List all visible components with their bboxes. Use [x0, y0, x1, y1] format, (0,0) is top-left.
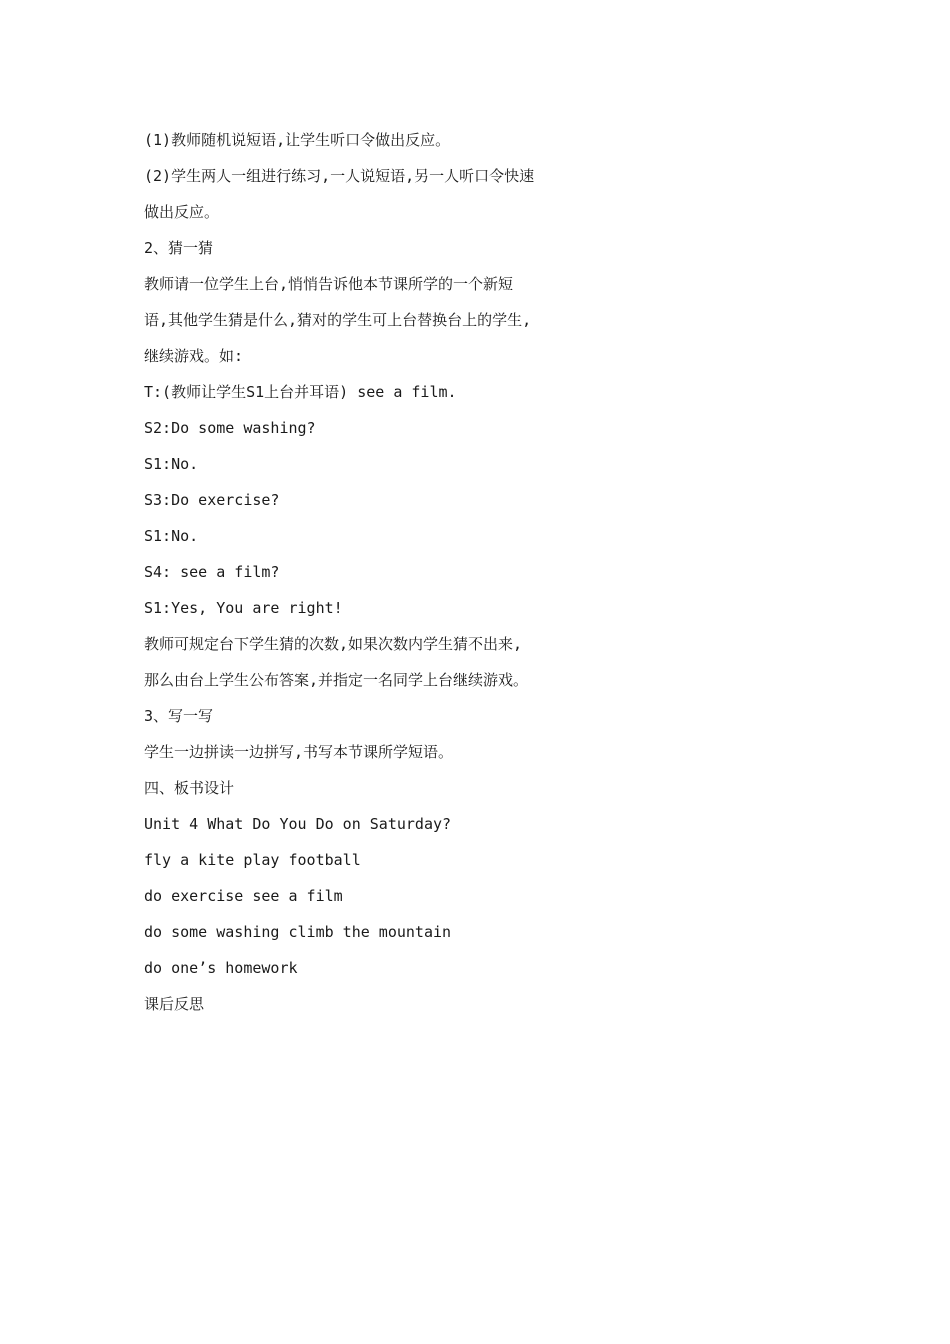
dialogue-line: S1:Yes, You are right! — [144, 599, 343, 617]
dialogue-line: S4: see a film? — [144, 563, 280, 581]
section-heading-guess: 2、猜一猜 — [144, 239, 214, 257]
dialogue-line: S2:Do some washing? — [144, 419, 316, 437]
guess-paragraph-line-1: 教师请一位学生上台,悄悄告诉他本节课所学的一个新短 — [144, 275, 514, 293]
dialogue-line: S3:Do exercise? — [144, 491, 280, 509]
rules-paragraph-line-2: 那么由台上学生公布答案,并指定一名同学上台继续游戏。 — [144, 671, 529, 689]
instruction-step-1: (1)教师随机说短语,让学生听口令做出反应。 — [144, 131, 451, 149]
rules-paragraph-line-1: 教师可规定台下学生猜的次数,如果次数内学生猜不出来, — [144, 635, 523, 653]
section-heading-reflection: 课后反思 — [144, 995, 205, 1013]
guess-paragraph-line-3: 继续游戏。如: — [144, 347, 244, 365]
dialogue-line: S1:No. — [144, 527, 199, 545]
board-phrase-line: do one’s homework — [144, 959, 298, 977]
guess-paragraph-line-2: 语,其他学生猜是什么,猜对的学生可上台替换台上的学生, — [144, 311, 532, 329]
board-phrase-line: do some washing climb the mountain — [144, 923, 452, 941]
section-heading-write: 3、写一写 — [144, 707, 214, 725]
board-phrase-line: do exercise see a film — [144, 887, 343, 905]
dialogue-line: S1:No. — [144, 455, 199, 473]
board-unit-title: Unit 4 What Do You Do on Saturday? — [144, 815, 452, 833]
instruction-step-2: (2)学生两人一组进行练习,一人说短语,另一人听口令快速 — [144, 167, 535, 185]
write-paragraph: 学生一边拼读一边拼写,书写本节课所学短语。 — [144, 743, 454, 761]
instruction-step-2-cont: 做出反应。 — [144, 203, 220, 221]
board-phrase-line: fly a kite play football — [144, 851, 361, 869]
document-body — [144, 122, 784, 1022]
section-heading-board-design: 四、板书设计 — [144, 779, 235, 797]
dialogue-line: T:(教师让学生S1上台并耳语) see a film. — [144, 383, 457, 401]
